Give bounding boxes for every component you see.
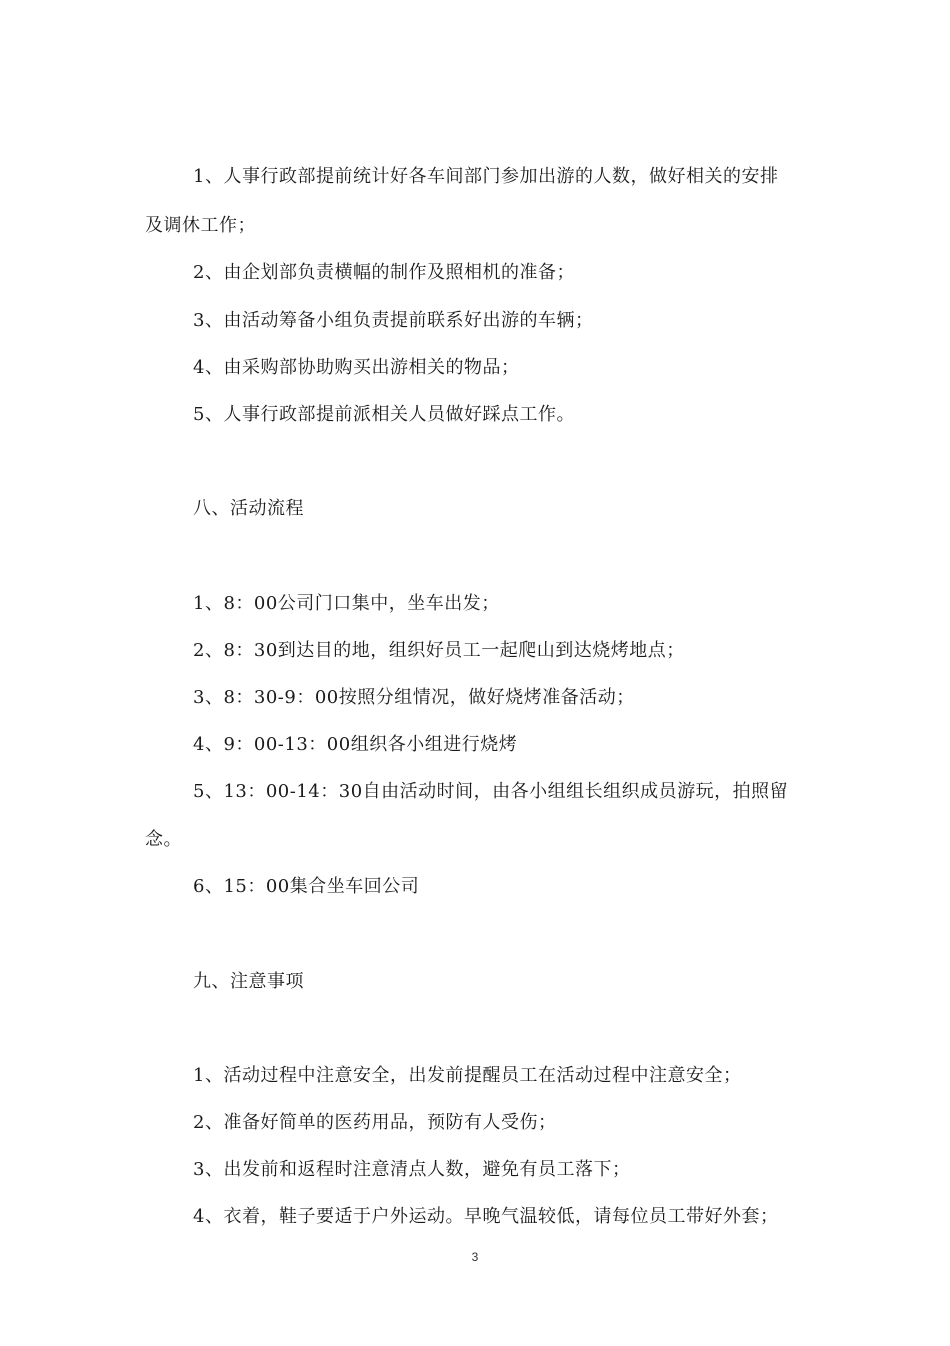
notes-item-3: 3、出发前和返程时注意清点人数，避免有员工落下；	[193, 1159, 631, 1180]
section-heading-process: 八、活动流程	[193, 498, 304, 519]
arrangement-item-1-continued: 及调休工作；	[145, 215, 256, 236]
arrangement-item-3: 3、由活动筹备小组负责提前联系好出游的车辆；	[193, 310, 594, 331]
process-item-3: 3、8：30-9：00按照分组情况，做好烧烤准备活动；	[193, 687, 635, 708]
arrangement-item-4: 4、由采购部协助购买出游相关的物品；	[193, 357, 520, 378]
page-number: 3	[471, 1250, 479, 1264]
notes-item-1: 1、活动过程中注意安全，出发前提醒员工在活动过程中注意安全；	[193, 1065, 742, 1086]
arrangement-item-5: 5、人事行政部提前派相关人员做好踩点工作。	[193, 404, 575, 425]
arrangement-item-1: 1、人事行政部提前统计好各车间部门参加出游的人数，做好相关的安排	[193, 166, 779, 187]
process-item-1: 1、8：00公司门口集中，坐车出发；	[193, 593, 500, 614]
process-item-5-continued: 念。	[145, 829, 182, 850]
arrangement-item-2: 2、由企划部负责横幅的制作及照相机的准备；	[193, 262, 575, 283]
process-item-6: 6、15：00集合坐车回公司	[193, 876, 420, 897]
notes-item-4: 4、衣着，鞋子要适于户外运动。早晚气温较低，请每位员工带好外套；	[193, 1206, 779, 1227]
process-item-5: 5、13：00-14：30自由活动时间，由各小组组长组织成员游玩，拍照留	[193, 781, 789, 802]
section-heading-notes: 九、注意事项	[193, 971, 304, 992]
notes-item-2: 2、准备好简单的医药用品，预防有人受伤；	[193, 1112, 557, 1133]
process-item-4: 4、9：00-13：00组织各小组进行烧烤	[193, 734, 518, 755]
process-item-2: 2、8：30到达目的地，组织好员工一起爬山到达烧烤地点；	[193, 640, 685, 661]
